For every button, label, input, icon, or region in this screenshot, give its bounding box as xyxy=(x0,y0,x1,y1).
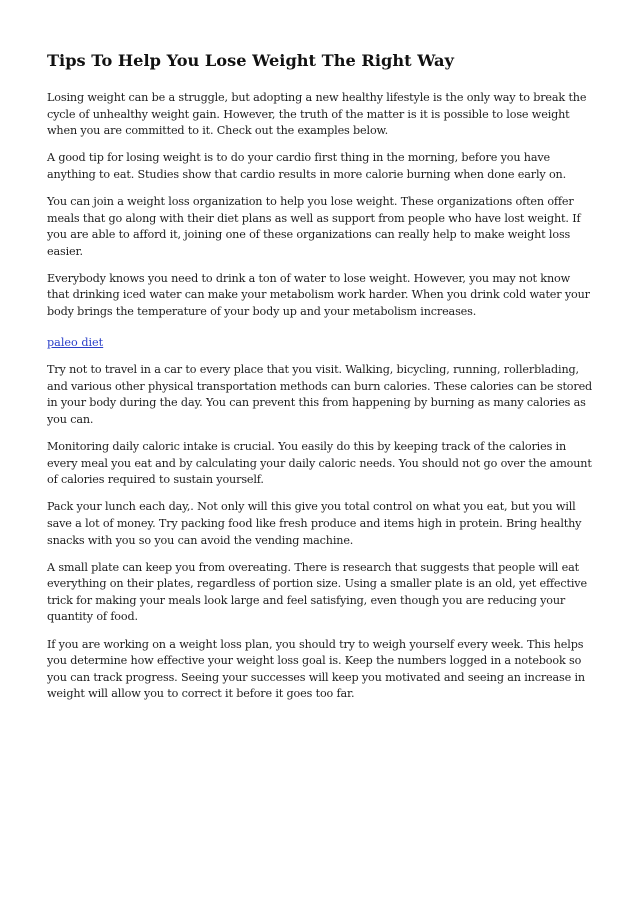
paragraph-weigh-yourself: If you are working on a weight loss plan, you should try to weigh yourself every week. This helps you determine how effective your weight loss goal is. Keep the numbers logged in a notebook so you can track progress. Seeing your successes will keep you motivated and seeing an increase in weight will allow you to correct it before it goes too far. xyxy=(47,637,585,701)
document-page xyxy=(47,50,595,713)
paragraph-organization: You can join a weight loss organization to help you lose weight. These organizations often offer meals that go along with their diet plans as well as support from people who have lost weight. If you are able to afford it, joining one of these organizations can really help to make weight loss easier. xyxy=(47,194,581,258)
link-row xyxy=(47,331,595,362)
paragraph-intro: Losing weight can be a struggle, but adopting a new healthy lifestyle is the only way to break the cycle of unhealthy weight gain. However, the truth of the matter is it is possible to lose weight when you are committed to it. Check out the examples below. xyxy=(47,91,587,138)
paragraph-lunch: Pack your lunch each day,. Not only will this give you total control on what you eat, but you will save a lot of money. Try packing food like fresh produce and items high in protein. Bring healthy snacks with you so you can avoid the vending machine. xyxy=(47,500,582,547)
paleo-diet-link[interactable]: paleo diet xyxy=(47,336,104,350)
paragraph-travel: Try not to travel in a car to every place that you visit. Walking, bicycling, running, rollerblading, and various other physical transportation methods can burn calories. These calories can be stored in your body during the day. You can prevent this from happening by burning as many calories as you can. xyxy=(47,363,593,426)
paragraph-small-plate: A small plate can keep you from overeating. There is research that suggests that people will eat everything on their plates, regardless of portion size. Using a smaller plate is an old, yet effective trick for making your meals look large and feel satisfying, even though you are reducing your quantity of food. xyxy=(47,560,587,624)
paragraph-water: Everybody knows you need to drink a ton of water to lose weight. However, you may not know that drinking iced water can make your metabolism work harder. When you drink cold water your body brings the temperature of your body up and your metabolism increases. xyxy=(47,271,590,319)
document-title: Tips To Help You Lose Weight The Right Way xyxy=(47,51,454,70)
paragraph-caloric-intake: Monitoring daily caloric intake is crucial. You easily do this by keeping track of the calories in every meal you eat and by calculating your daily caloric needs. You should not go over the amount of calories required to sustain yourself. xyxy=(47,440,592,487)
paragraph-cardio: A good tip for losing weight is to do your cardio first thing in the morning, before you have anything to eat. Studies show that cardio results in more calorie burning when done early on. xyxy=(47,151,567,181)
